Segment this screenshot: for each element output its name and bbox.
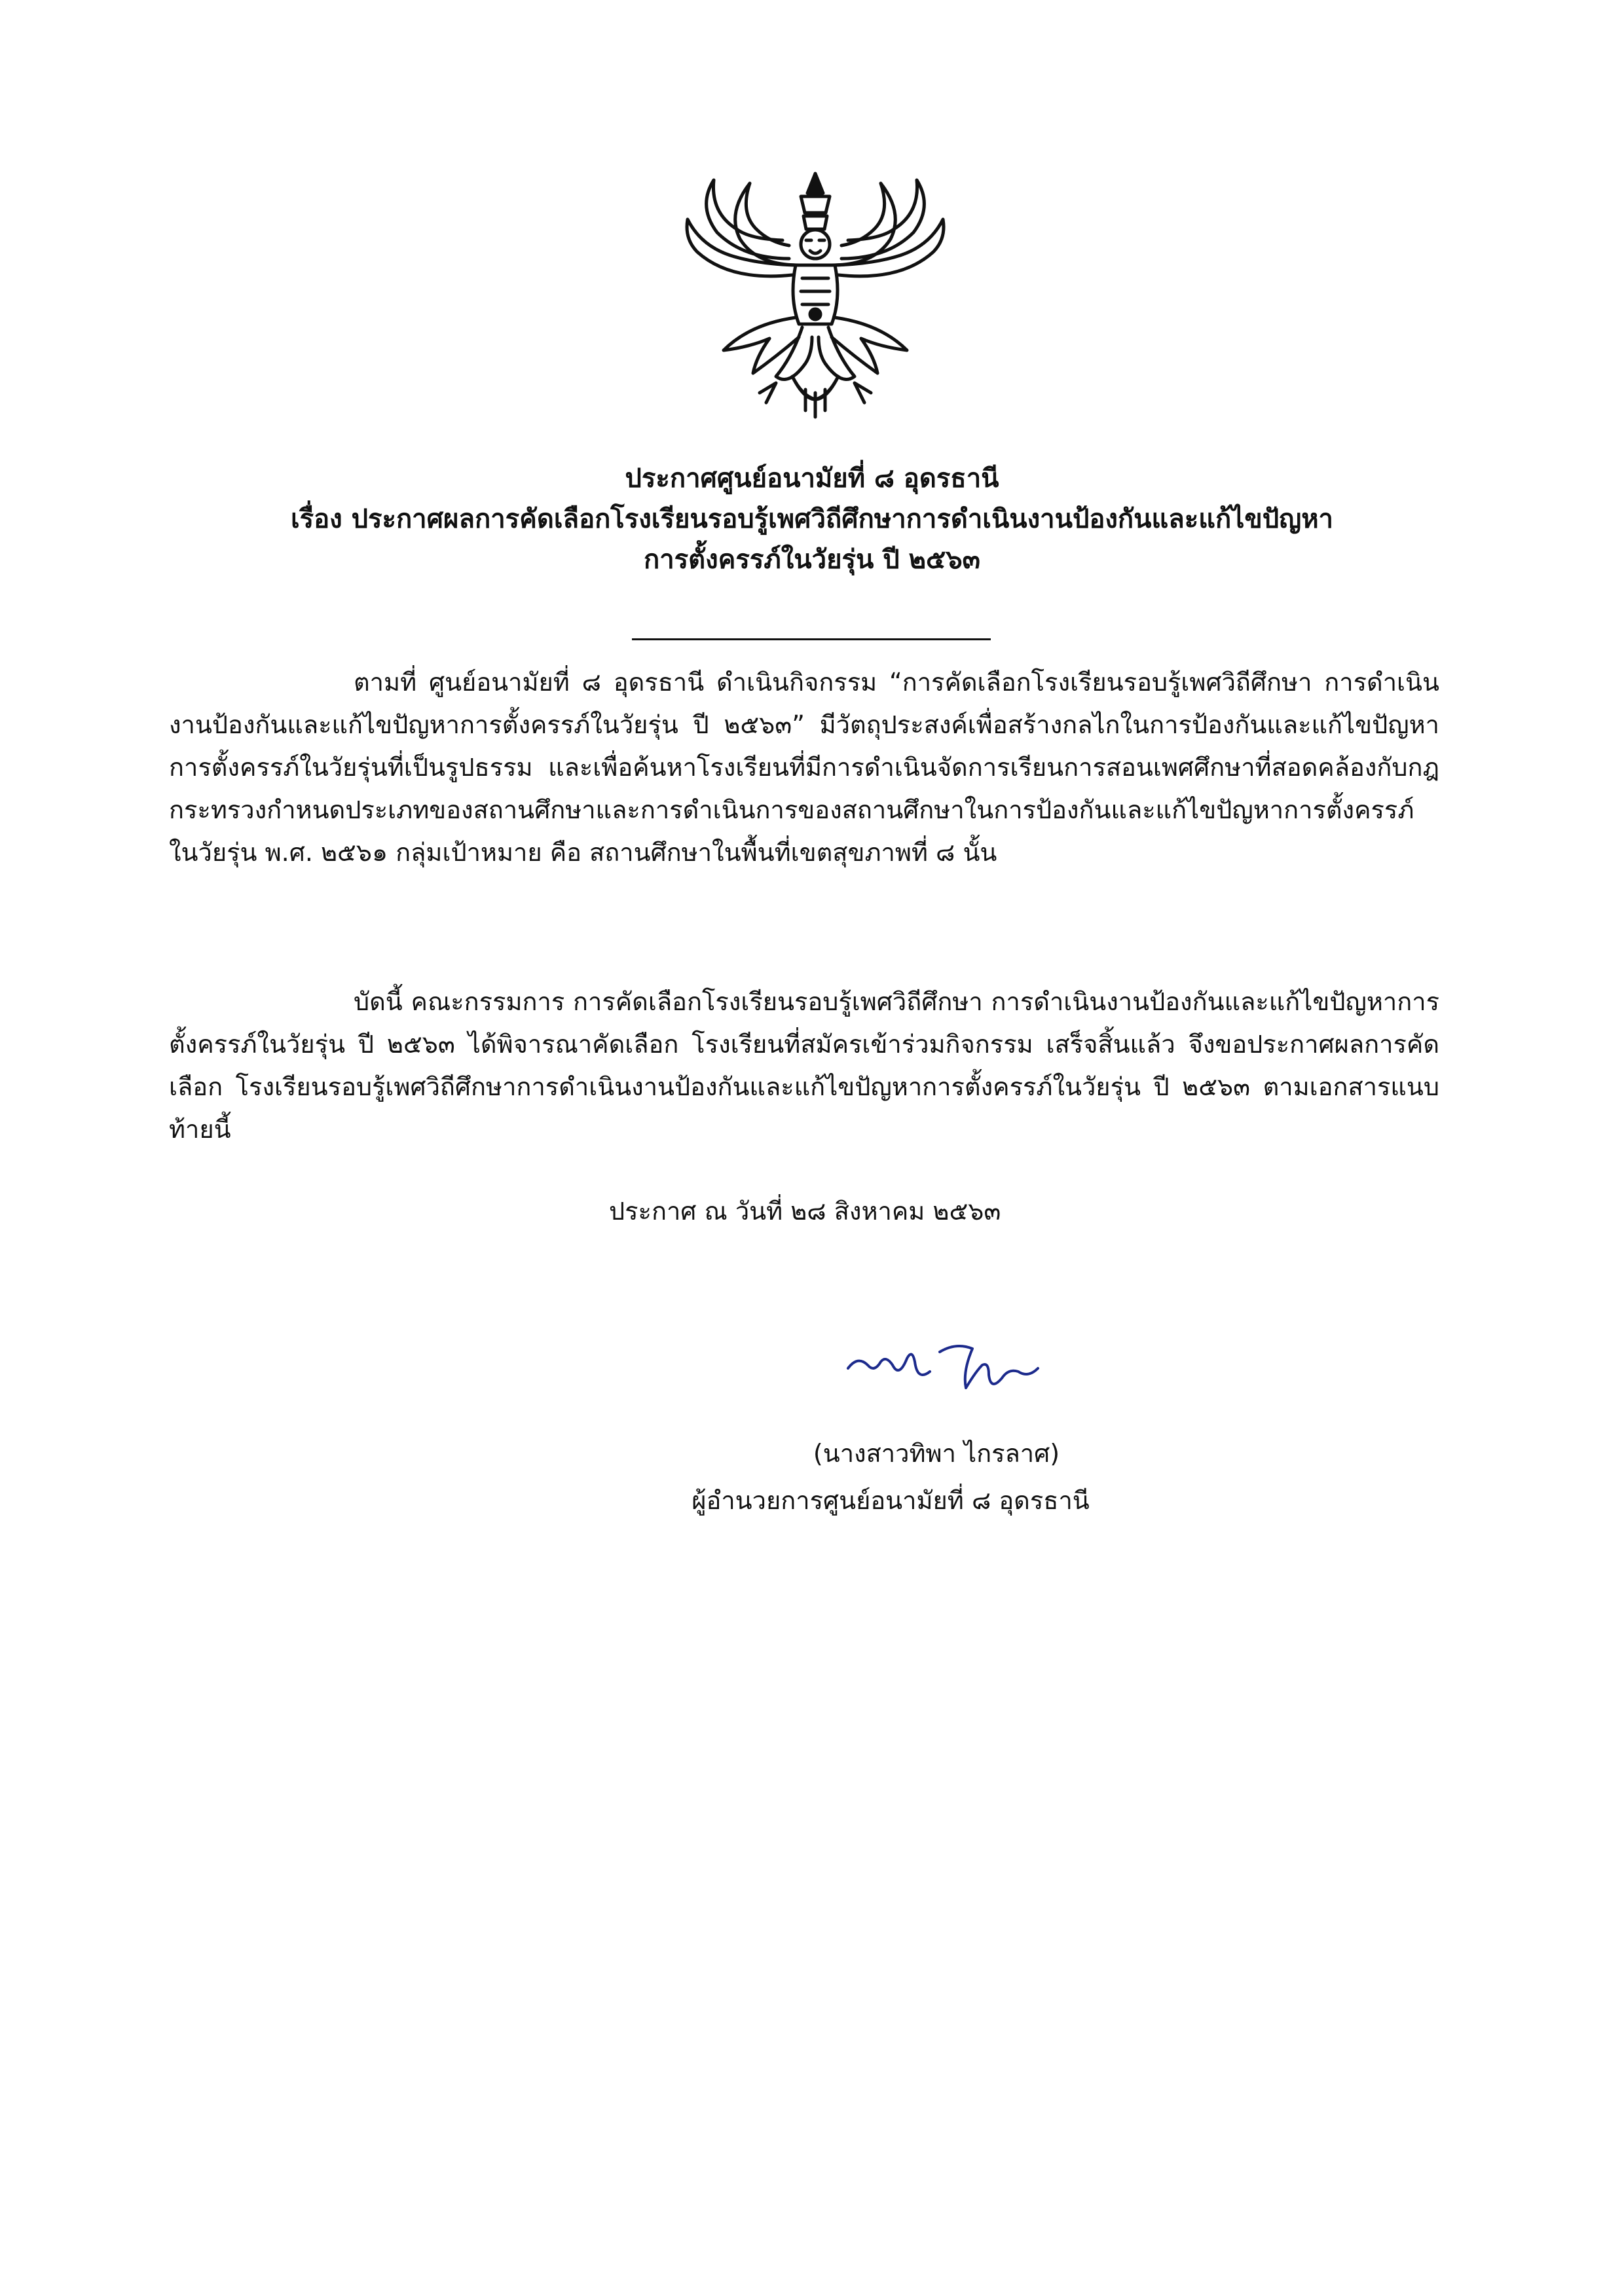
title-line-2: เรื่อง ประกาศผลการคัดเลือกโรงเรียนรอบรู้เพศวิถีศึกษาการดำเนินงานป้องกันและแก้ไขปัญหา: [290, 504, 1334, 534]
body-paragraph-1: ตามที่ ศูนย์อนามัยที่ ๘ อุดรธานี ดำเนินกิจกรรม “การคัดเลือกโรงเรียนรอบรู้เพศวิถีศึกษา การดำเนินงานป้องกันและแก้ไขปัญหาการตั้งครรภ์ในวัยรุ่น ปี ๒๕๖๓” มีวัตถุประสงค์เพื่อสร้างกลไกในการป้องกันและแก้ไขปัญหาการตั้งครรภ์ในวัยรุ่นที่เป็นรูปธรรม และเพื่อค้นหาโรงเรียนที่มีการดำเนินจัดการเรียนการสอนเพศศึกษาที่สอดคล้องกับกฎกระทรวงกำหนดประเภทของสถานศึกษาและการดำเนินการของสถานศึกษาในการป้องกันและแก้ไขปัญหาการตั้งครรภ์ในวัยรุ่น พ.ศ. ๒๕๖๑ กลุ่มเป้าหมาย คือ สถานศึกษาในพื้นที่เขตสุขภาพที่ ๘ นั้น: [169, 668, 1439, 867]
handwritten-signature: [841, 1332, 1051, 1411]
announcement-title: [131, 458, 1493, 580]
signer-position: ผู้อำนวยการศูนย์อนามัยที่ ๘ อุดรธานี: [692, 1486, 1090, 1515]
title-divider: [632, 638, 991, 640]
title-line-1: ประกาศศูนย์อนามัยที่ ๘ อุดรธานี: [625, 464, 999, 494]
announcement-date: ประกาศ ณ วันที่ ๒๘ สิงหาคม ๒๕๖๓: [609, 1197, 1001, 1226]
garuda-emblem-icon: [678, 167, 953, 429]
signer-name: (นางสาวทิพา ไกรลาศ): [813, 1439, 1060, 1468]
title-line-3: การตั้งครรภ์ในวัยรุ่น ปี ๒๕๖๓: [644, 545, 980, 575]
body-paragraph-2: บัดนี้ คณะกรรมการ การคัดเลือกโรงเรียนรอบรู้เพศวิถีศึกษา การดำเนินงานป้องกันและแก้ไขปัญหาการตั้งครรภ์ในวัยรุ่น ปี ๒๕๖๓ ได้พิจารณาคัดเลือก โรงเรียนที่สมัครเข้าร่วมกิจกรรม เสร็จสิ้นแล้ว จึงขอประกาศผลการคัดเลือก โรงเรียนรอบรู้เพศวิถีศึกษาการดำเนินงานป้องกันและแก้ไขปัญหาการตั้งครรภ์ในวัยรุ่น ปี ๒๕๖๓ ตามเอกสารแนบท้ายนี้: [169, 987, 1439, 1144]
